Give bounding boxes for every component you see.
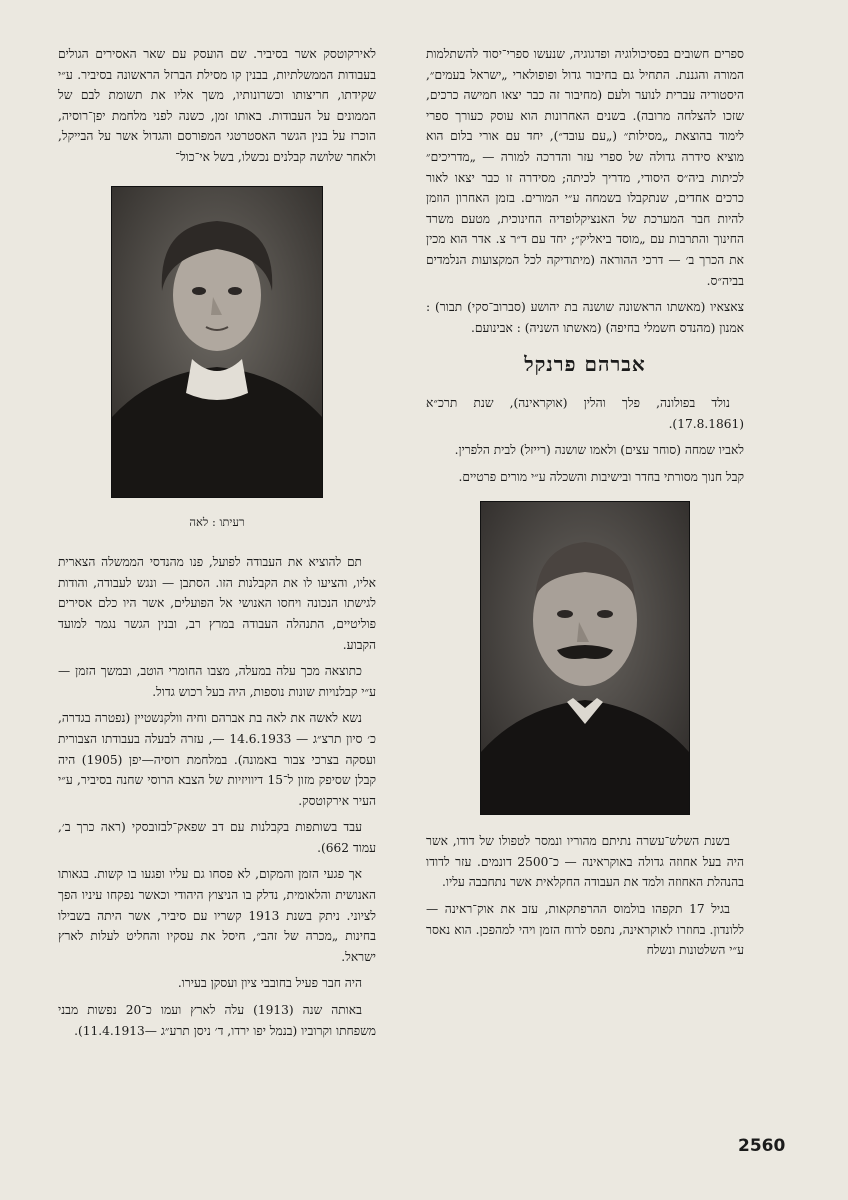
paragraph: כתוצאה מכך עלה במעלה, מצבו החומרי הוטב, ובמשך הזמן — ע״י קבלנויות שונות נוספות, היה בעל רכוש גדול. (58, 664, 376, 699)
paragraph: היה חבר פעיל בחובבי ציון ועסקן בעירו. (177, 976, 362, 991)
left-column (58, 44, 376, 1047)
paragraph: לאירקוטסק אשר בסיביר. שם הועסק עם שאר האסירים הגולים בעבודות הממשלתיות, בבנין קו מסילת הברזל הראשונה בסיביר. ע״י שקידתו, חריצותו וכשרונותיו, משך אליו את תשומת לבם של הממונים על העבודות. באותו זמן, כשנה לפני מלחמת יפן־רוסיה, הוכרז על בנין הגשר האסטרטגי המפורסם והגדול אשר על הבייקל, ולאחר שלושה קבלנים נכשלו, בשל אי־כול־ (58, 47, 376, 164)
paragraph: לאביו שמחה (סוחר עצים) ולאמו שושנה (רייזל) לבית הלפרין. (454, 443, 744, 458)
page-number: 2560 (738, 1136, 786, 1156)
paragraph: עבד בשותפות בקבלנות עם דב שפאק־לבזובסקי (ראה כרך ב׳, עמוד 662). (58, 820, 376, 855)
paragraph: בשנת השלש־עשרה נתיתם מהוריו ונמסר לטפולו של דודו, אשר היה בעל אחוזה גדולה באוקראינה — כ־2500 דונמים. עזר לדודו בהנהלת האחוזה ולמד את העבודה החקלאית אשר נתחבבה עליו. (426, 834, 744, 890)
right-column (426, 44, 744, 967)
paragraph: קבל חנוך מסורתי בחדר ובישיבות והשכלה ע״י מורים פרטיים. (458, 469, 744, 484)
paragraph: ספרים חשובים בפסיכולוגיה ופדגוגיה, שנעשו ספרי־יסוד להשתלמות המורה והגננת. התחיל גם בחיבור גדול ופופולארי „ישראל בעמים״, היסטוריה עברית לנוער ולעם (מחיבור זה כבר יצאו חמישה כרכים, שזכו להצלחה מרובה). בשנים האחרונות הוא עוסק כעורך ספרי לימוד בהוצאת „מסילות״ („עם עובד״), יחד עם אורי בלום הוא מוציא סידרה גדולה של ספרי עזר והדרכה למורה — „מדריכים״ לכיתות ביה״ס היסודי, מדריך לכיתה; מסידרה זו כבר יצאו לאור כרכים אחדים, שנתקבלו בשמחה ע״י המורים. בזמן האחרון הוזמן להיות חבר המערכת של האנציקלופדיה החינוכית, מטעם משרד החינוך והתרבות עם „מוסד ביאליק״; יחד עם ד״ר צ. אדר הוא מכין את הכרך ב׳ — דרכי ההוראה (מיתודיקה לכל המקצועות הנלמדים בביה״ס. (426, 47, 744, 288)
paragraph: בגיל 17 תקפהו בולמוס ההרפתקאות, עזב את אוק־ראינה — ללונדון. בחוזרו לאוקראינה, נתפס לרוח הזמן ויהי למהפכן. הוא נאסר ע״י השלטונות ונשלח (426, 902, 744, 958)
paragraph: צאצאיו (מאשתו הראשונה שושנה בת יהושע (סברוב־סקי) תבור) : אמנון (מהנדס חשמלי בחיפה) (מאשתו השניה) : אבינועם. (426, 300, 744, 335)
paragraph: נשא לאשה את לאה בת אברהם וחיה וולקנשטיין (נפטרה בגדרה, כ׳ סיון תרצ״ג — 14.6.1933 —, עזרה לבעלה בעבודתו הצבורית ועסקה בצרכי צבור באמונה). במלחמת רוסיה—יפן (1905) היה קבלן שסיפק מזון ל־15 דיוויזיות של הצבא הרוסי שחנה בסיביר, ע״י העיר אירקוטסק. (58, 711, 376, 808)
portrait-photo-man (480, 501, 690, 815)
section-heading: אברהם פרנקל (524, 352, 646, 377)
paragraph: תם להוציא את העבודה לפועל, פנו מהנדסי הממשלה הצארית אליו, והציעו לו את הקבלנות הזו. הסתבן — ונגש לעבודה, והודות לגישתו הנכונה ויחסו האנושי אל הפועלים, אשר היו כלם אסירים פוליטיים, התנהלה העבודה במרץ רב, ובנין הגשר נגמר למועד הקבוע. (58, 555, 376, 652)
paragraph: נולד בפולונה, פלך והלין (אוקראינה), שנת תרכ״א (17.8.1861). (426, 395, 744, 431)
paragraph: אך פגעי הזמן והמקום, לא פסחו גם עליו ופגעו בו קשות. בגאותו האנושית והלאומית, נדלק בו הניצוץ היהודי וכאשר נפקחו עיניו הפך לציוני. ניתק בשנת 1913 קשריו עם סיביר, אשר היתה בשבילו בחינות „מכרה של זהב״, חיסל את עסקיו והחליט לעלות לארץ ישראל. (58, 867, 376, 964)
photo-caption: רעיתו : לאה (189, 514, 245, 529)
portrait-photo-woman (111, 186, 323, 498)
paragraph: באותה שנה (1913) עלה לארץ ועמו כ־20 נפשות מבני משפחתו וקרוביו (בנמל יפו ירדו, ד׳ ניסן תרע״ג —11.4.1913). (58, 1003, 376, 1038)
